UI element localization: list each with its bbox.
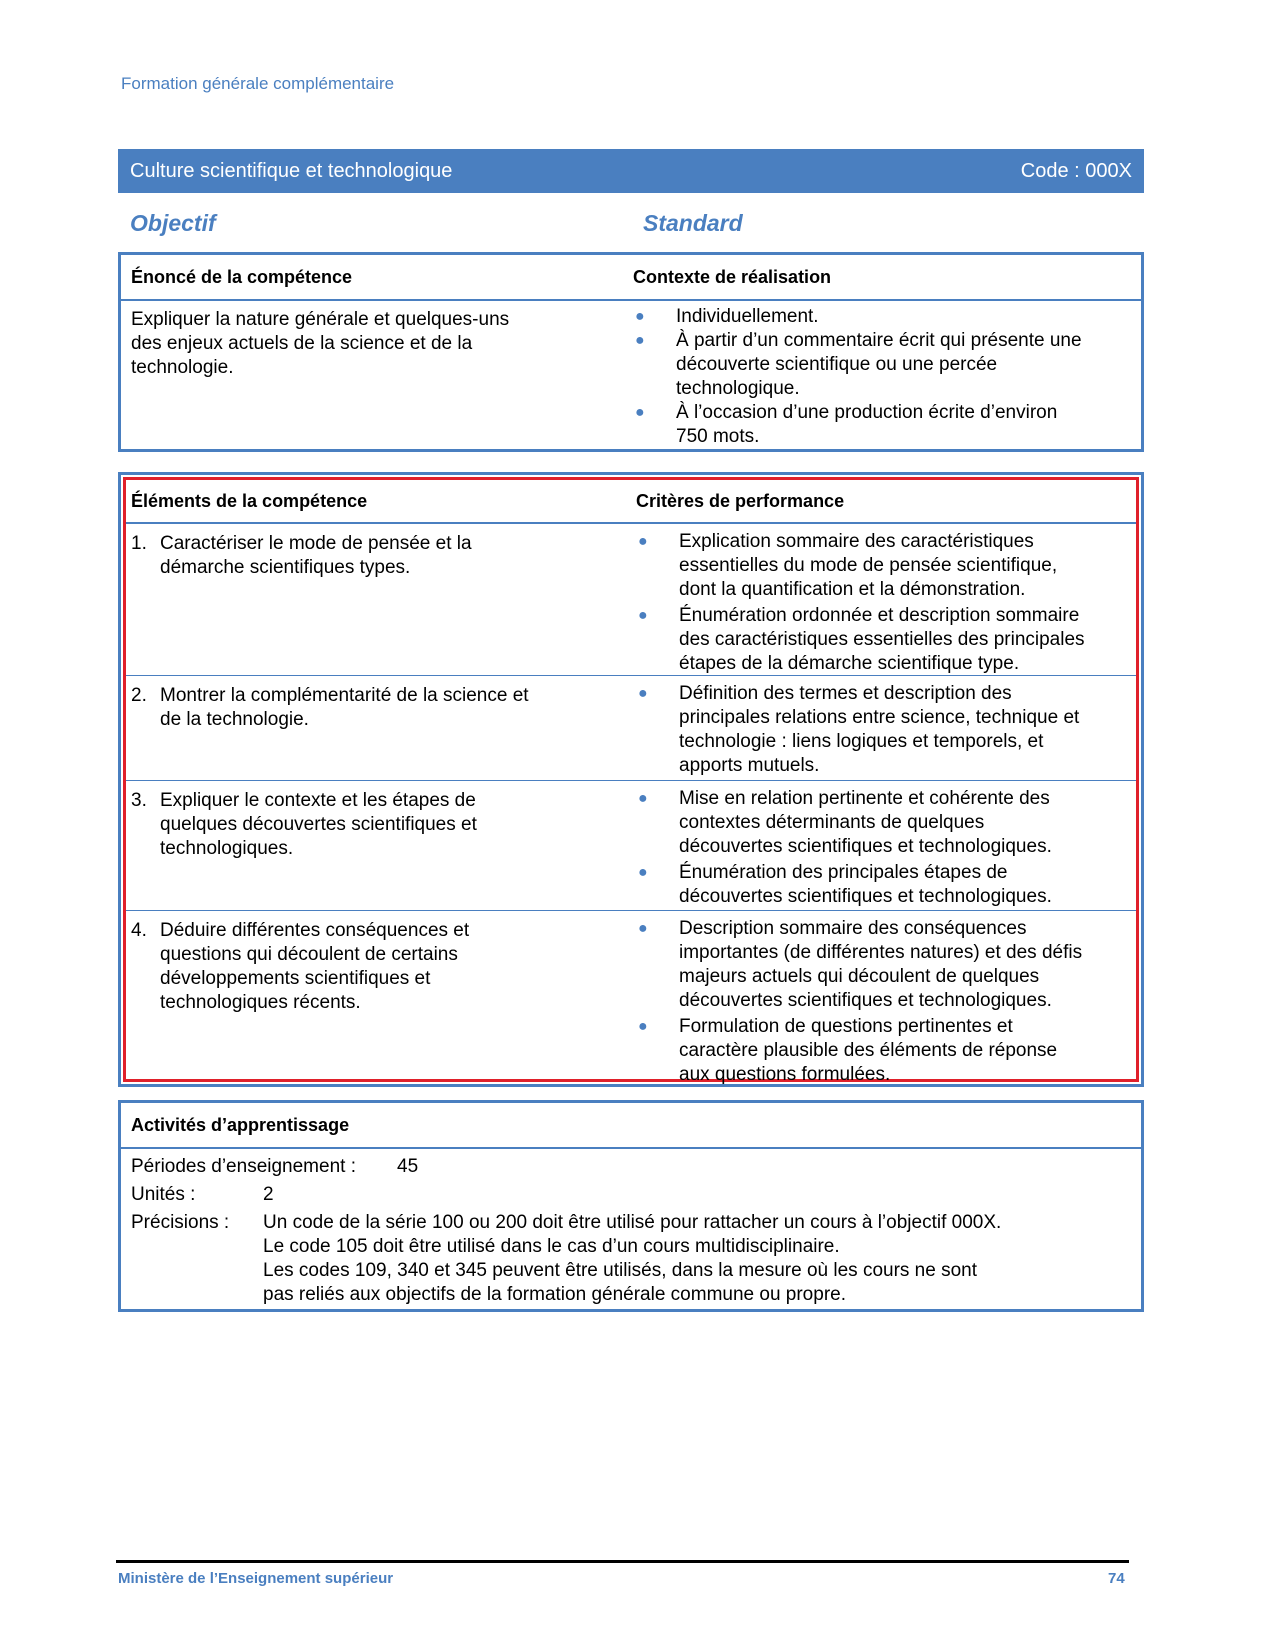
list-item — [636, 1015, 1126, 1087]
list-line: découverte scientifique ou une percée — [676, 354, 998, 375]
list-line: Description sommaire des conséquences — [679, 918, 1027, 939]
course-title: Culture scientifique et technologique — [130, 159, 453, 182]
periodes-row — [131, 1155, 1131, 1183]
element-line: technologiques récents. — [160, 992, 361, 1013]
elements-table — [123, 477, 1139, 1085]
activites-details — [131, 1155, 1131, 1305]
element-number: 2. — [131, 685, 147, 706]
list-line: dont la quantification et la démonstration. — [679, 579, 1026, 600]
list-line: Définition des termes et description des — [679, 683, 1012, 704]
list-item — [636, 530, 1126, 602]
list-line: Mise en relation pertinente et cohérente des — [679, 788, 1050, 809]
list-item — [636, 682, 1126, 778]
elements-box — [118, 472, 1144, 1087]
list-item — [633, 305, 1123, 329]
bullet-icon: ● — [635, 332, 645, 349]
list-line: 750 mots. — [676, 426, 760, 447]
contexte-header: Contexte de réalisation — [633, 266, 832, 287]
periodes-value: 45 — [397, 1156, 419, 1177]
unites-row — [131, 1183, 1131, 1211]
list-line: technologie : liens logiques et temporels, et — [679, 731, 1044, 752]
element-line: Caractériser le mode de pensée et la — [160, 533, 472, 554]
course-code: Code : 000X — [1020, 159, 1132, 182]
list-line: Explication sommaire des caractéristiques — [679, 531, 1034, 552]
list-item — [636, 917, 1126, 1013]
list-line: étapes de la démarche scientifique type. — [679, 653, 1020, 674]
element-number: 1. — [131, 533, 147, 554]
bullet-icon: ● — [638, 790, 648, 807]
table-row — [126, 911, 1136, 1083]
list-line: aux questions formulées. — [679, 1064, 891, 1085]
criteria-list — [636, 787, 1126, 909]
criteria-list — [636, 530, 1126, 676]
bullet-icon: ● — [638, 607, 648, 624]
list-item — [633, 401, 1123, 449]
element-line: Déduire différentes conséquences et — [160, 920, 470, 941]
list-line: technologique. — [676, 378, 800, 399]
element-line: de la technologie. — [160, 709, 309, 730]
enonce-line: technologie. — [131, 357, 234, 378]
footer-divider — [116, 1560, 1129, 1563]
footer-ministry: Ministère de l’Enseignement supérieur — [118, 1570, 394, 1587]
periodes-label: Périodes d’enseignement : — [131, 1156, 356, 1177]
list-line: Individuellement. — [676, 306, 819, 327]
objectif-label: Objectif — [130, 210, 216, 236]
enonce-text — [131, 308, 626, 380]
list-line: contextes déterminants de quelques — [679, 812, 985, 833]
list-line: principales relations entre science, technique et — [679, 707, 1080, 728]
list-line: caractère plausible des éléments de réponse — [679, 1040, 1058, 1061]
list-line: majeurs actuels qui découlent de quelques — [679, 966, 1040, 987]
activites-box — [118, 1100, 1144, 1312]
list-line: Énumération des principales étapes de — [679, 862, 1008, 883]
course-title-bar — [118, 149, 1144, 193]
list-line: Énumération ordonnée et description sommaire — [679, 605, 1080, 626]
table-row — [126, 781, 1136, 911]
element-item — [131, 532, 621, 580]
standard-label: Standard — [643, 210, 743, 236]
bullet-icon: ● — [638, 533, 648, 550]
criteria-list — [636, 682, 1126, 778]
list-line: importantes (de différentes natures) et des défis — [679, 942, 1083, 963]
element-item — [131, 789, 621, 861]
criteria-list — [636, 917, 1126, 1087]
list-line: essentielles du mode de pensée scientifique, — [679, 555, 1058, 576]
unites-label: Unités : — [131, 1184, 196, 1205]
elements-header-row — [126, 480, 1136, 524]
unites-value: 2 — [263, 1184, 274, 1205]
activites-header: Activités d’apprentissage — [131, 1114, 350, 1135]
list-line: À partir d’un commentaire écrit qui présente une — [676, 330, 1082, 351]
bullet-icon: ● — [635, 308, 645, 325]
element-line: quelques découvertes scientifiques et — [160, 814, 477, 835]
list-line: À l’occasion d’une production écrite d’environ — [676, 402, 1058, 423]
precisions-row — [131, 1211, 1131, 1305]
elements-header: Éléments de la compétence — [131, 491, 368, 511]
list-item — [636, 861, 1126, 909]
bullet-icon: ● — [635, 404, 645, 421]
activites-header-row — [121, 1103, 1141, 1149]
running-head: Formation générale complémentaire — [121, 74, 395, 93]
enonce-line: des enjeux actuels de la science et de la — [131, 333, 473, 354]
element-line: développements scientifiques et — [160, 968, 431, 989]
list-line: des caractéristiques essentielles des principales — [679, 629, 1085, 650]
page-number: 74 — [1108, 1570, 1125, 1587]
list-item — [633, 329, 1123, 401]
element-line: démarche scientifiques types. — [160, 557, 411, 578]
competence-header-row — [121, 255, 1141, 301]
element-item — [131, 919, 621, 1015]
precision-line: Les codes 109, 340 et 345 peuvent être utilisés, dans la mesure où les cours ne sont — [263, 1260, 978, 1281]
bullet-icon: ● — [638, 1018, 648, 1035]
precisions-label: Précisions : — [131, 1212, 230, 1233]
list-line: découvertes scientifiques et technologiques. — [679, 990, 1052, 1011]
bullet-icon: ● — [638, 864, 648, 881]
element-line: Montrer la complémentarité de la science et — [160, 685, 529, 706]
bullet-icon: ● — [638, 685, 648, 702]
element-line: technologiques. — [160, 838, 294, 859]
competence-box — [118, 252, 1144, 452]
list-line: découvertes scientifiques et technologiques. — [679, 836, 1052, 857]
element-item — [131, 684, 621, 732]
enonce-line: Expliquer la nature générale et quelques-uns — [131, 309, 510, 330]
table-row — [126, 524, 1136, 676]
element-number: 3. — [131, 790, 147, 811]
contexte-list — [633, 305, 1123, 449]
table-row — [126, 676, 1136, 781]
element-number: 4. — [131, 920, 147, 941]
precision-line: pas reliés aux objectifs de la formation générale commune ou propre. — [263, 1284, 846, 1305]
list-item — [636, 604, 1126, 676]
element-line: Expliquer le contexte et les étapes de — [160, 790, 476, 811]
list-line: Formulation de questions pertinentes et — [679, 1016, 1013, 1037]
criteres-header: Critères de performance — [636, 491, 845, 511]
bullet-icon: ● — [638, 920, 648, 937]
element-line: questions qui découlent de certains — [160, 944, 458, 965]
precision-line: Un code de la série 100 ou 200 doit être utilisé pour rattacher un cours à l’objectif 000X. — [263, 1212, 1002, 1233]
list-item — [636, 787, 1126, 859]
precision-line: Le code 105 doit être utilisé dans le cas d’un cours multidisciplinaire. — [263, 1236, 840, 1257]
precisions-text — [263, 1211, 1123, 1307]
list-line: apports mutuels. — [679, 755, 820, 776]
enonce-header: Énoncé de la compétence — [131, 266, 353, 287]
list-line: découvertes scientifiques et technologiques. — [679, 886, 1052, 907]
